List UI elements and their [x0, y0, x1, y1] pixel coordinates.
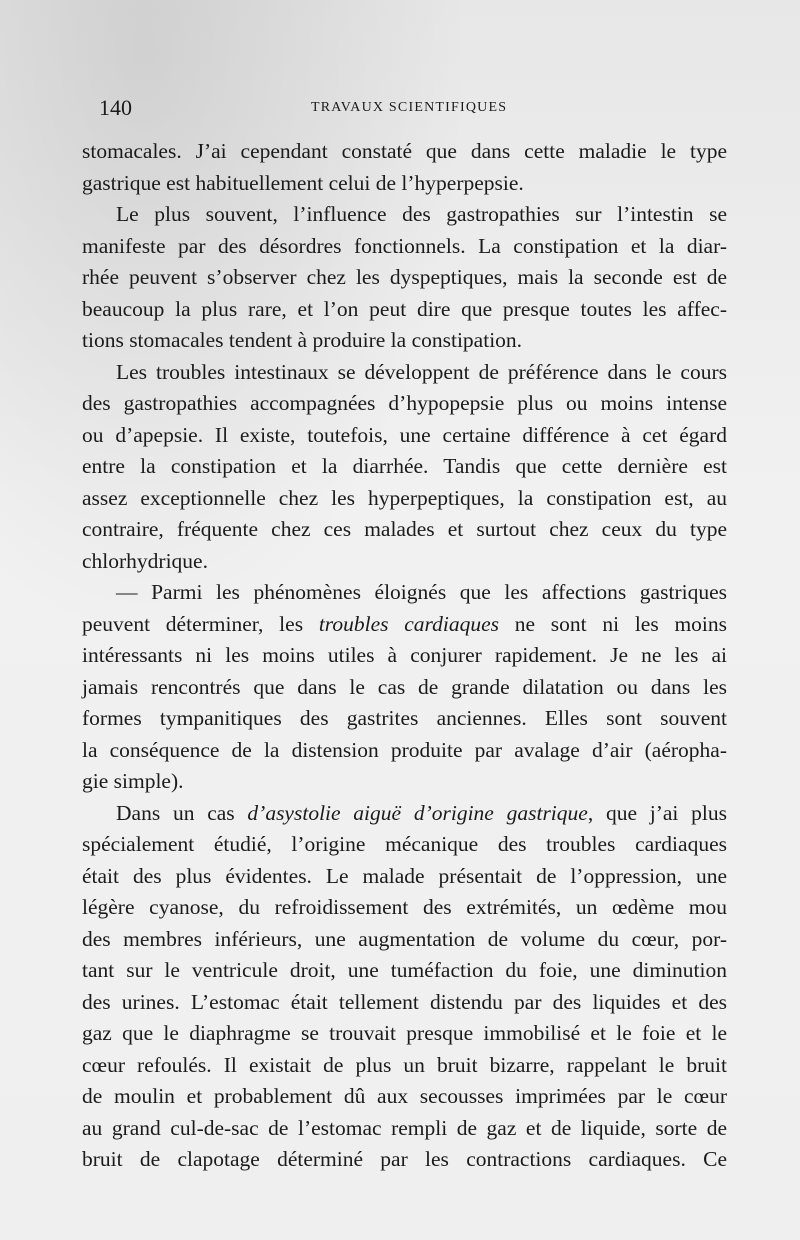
text-line — [82, 199, 727, 231]
text-line — [82, 514, 727, 546]
text-span: ne sont ni les moins — [498, 611, 728, 636]
text-span: manifeste par des désordres fonctionnels. La constipation et la diar- — [82, 233, 727, 258]
text-span: des urines. L’estomac était tellement distendu par des liquides et des — [82, 989, 727, 1014]
text-line — [82, 829, 727, 861]
text-span: de moulin et probablement dû aux secousses imprimées par le cœur — [82, 1084, 727, 1108]
text-span: rhée peuvent s’observer chez les dyspeptiques, mais la seconde est de — [82, 265, 727, 289]
text-line — [82, 420, 727, 452]
text-line — [82, 231, 727, 263]
italic-phrase: troubles cardiaques — [318, 611, 499, 636]
page-header — [99, 95, 699, 125]
text-line — [82, 262, 727, 294]
text-span: stomacales. J’ai cependant constaté que dans cette maladie le type — [82, 139, 727, 163]
text-line — [82, 640, 727, 672]
text-span: cœur refoulés. Il existait de plus un bruit bizarre, rappelant le bruit — [82, 1052, 727, 1077]
text-span: au grand cul-de-sac de l’estomac rempli de gaz et de liquide, sorte de — [82, 1115, 727, 1140]
text-span: légère cyanose, du refroidissement des extrémités, un œdème mou — [82, 895, 727, 919]
text-span: chlorhydrique. — [82, 548, 208, 573]
text-span: intéressants ni les moins utiles à conjurer rapidement. Je ne les ai — [82, 643, 727, 667]
text-line — [82, 987, 727, 1019]
text-line — [82, 1081, 727, 1113]
text-span: beaucoup la plus rare, et l’on peut dire que presque toutes les affec- — [82, 296, 727, 321]
text-span: — Parmi les phénomènes éloignés que les affections gastriques — [116, 580, 727, 604]
text-line — [82, 955, 727, 987]
text-span: entre la constipation et la diarrhée. Tandis que cette dernière est — [82, 454, 727, 478]
text-line — [82, 735, 727, 767]
text-span: ou d’apepsie. Il existe, toutefois, une certaine différence à cet égard — [82, 422, 727, 447]
text-span: gaz que le diaphragme se trouvait presque immobilisé et le foie et le — [82, 1021, 727, 1045]
italic-phrase: d’asystolie aiguë d’origine gastrique — [247, 800, 588, 825]
text-span: jamais rencontrés que dans le cas de grande dilatation ou dans les — [82, 674, 727, 699]
text-span: assez exceptionnelle chez les hyperpeptiques, la constipation est, au — [82, 485, 727, 510]
text-line — [82, 577, 727, 609]
text-span: tant sur le ventricule droit, une tuméfaction du foie, une diminution — [82, 958, 727, 982]
text-span: des gastropathies accompagnées d’hypopepsie plus ou moins intense — [82, 391, 727, 415]
text-line — [82, 766, 727, 798]
text-span: bruit de clapotage déterminé par les contractions cardiaques. Ce — [82, 1147, 727, 1171]
text-span: Le plus souvent, l’influence des gastropathies sur l’intestin se — [116, 202, 727, 226]
text-line — [82, 798, 727, 830]
text-line — [82, 924, 727, 956]
text-line — [82, 861, 727, 893]
text-span: tions stomacales tendent à produire la constipation. — [82, 328, 523, 352]
text-span: la conséquence de la distension produite par avalage d’air (aéropha- — [82, 737, 727, 762]
body-text — [82, 136, 727, 1176]
text-line — [82, 325, 727, 357]
text-line — [82, 609, 727, 641]
text-line — [82, 357, 727, 389]
text-span: spécialement étudié, l’origine mécanique des troubles cardiaques — [82, 832, 727, 856]
text-span: gie simple). — [82, 769, 184, 793]
text-span: gastrique est habituellement celui de l’hyperpepsie. — [82, 170, 524, 195]
text-line — [82, 672, 727, 704]
text-line — [82, 1144, 727, 1176]
text-line — [82, 168, 727, 200]
page-number: 140 — [99, 95, 132, 120]
text-span: contraire, fréquente chez ces malades et surtout chez ceux du type — [82, 517, 727, 541]
text-span: formes tympanitiques des gastrites anciennes. Elles sont souvent — [82, 706, 727, 730]
text-line — [82, 1113, 727, 1145]
text-line — [82, 1018, 727, 1050]
running-head: TRAVAUX SCIENTIFIQUES — [311, 100, 508, 115]
text-span: peuvent déterminer, les — [82, 611, 319, 636]
text-span: Dans un cas — [116, 800, 248, 825]
text-line — [82, 892, 727, 924]
text-line — [82, 451, 727, 483]
text-line — [82, 546, 727, 578]
text-line — [82, 136, 727, 168]
text-span: Les troubles intestinaux se développent de préférence dans le cours — [116, 359, 727, 384]
text-line — [82, 703, 727, 735]
text-span: des membres inférieurs, une augmentation de volume du cœur, por- — [82, 926, 727, 951]
text-span: était des plus évidentes. Le malade présentait de l’oppression, une — [82, 863, 727, 888]
text-line — [82, 1050, 727, 1082]
text-span: , que j’ai plus — [587, 800, 727, 825]
text-line — [82, 483, 727, 515]
text-line — [82, 294, 727, 326]
text-line — [82, 388, 727, 420]
